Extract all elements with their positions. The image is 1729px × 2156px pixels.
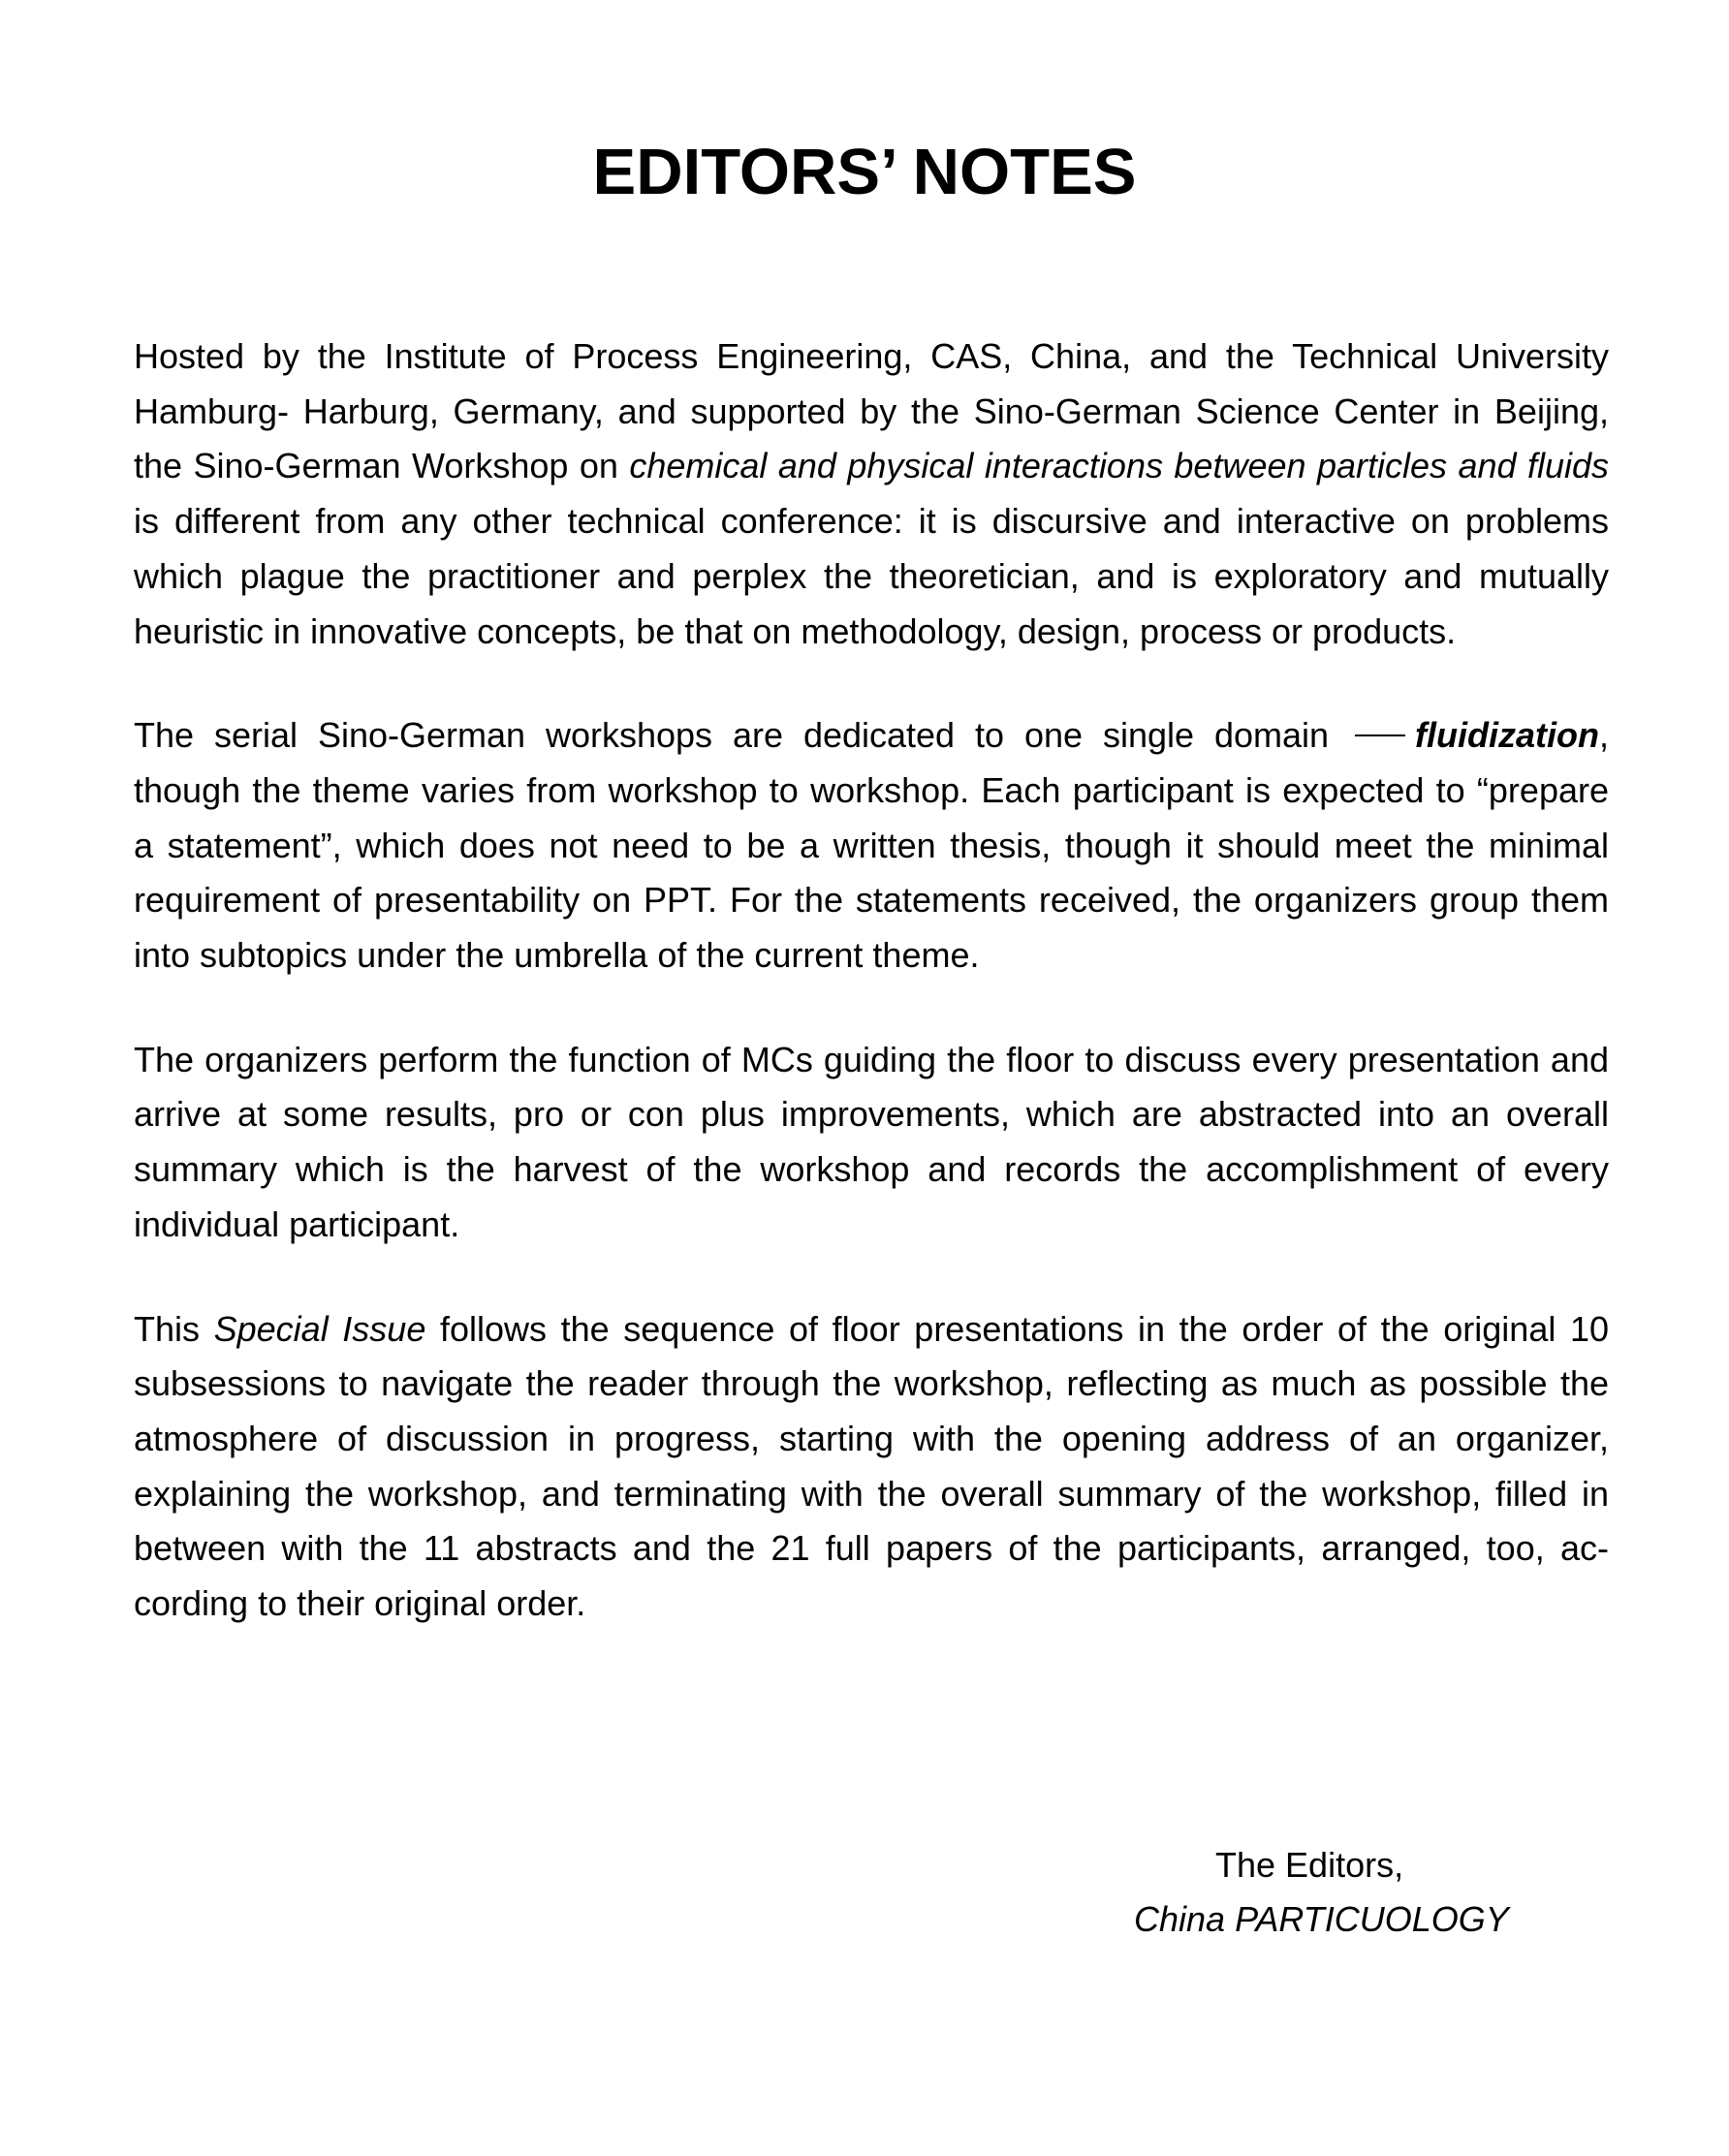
paragraph-2-text-c: , though the theme varies from workshop to workshop. Each participant is expected to “prepare a statement”, which does not need to be a written thesis, though it should meet the minimal requirement of presentability on PPT. For the statements received, the organizers group them into subtopics under the umbrella of the current theme. [134,715,1609,976]
body-text [134,329,1609,1681]
paragraph-2 [134,708,1609,984]
paragraph-1-text-a: Hosted by the Institute of Process Engineering, CAS, China, and the Technical University Hamburg- Harburg, Germany, and supported by the Sino-German Science Center in Beijing, the Sino-German Workshop on [134,336,1609,486]
paragraph-4-text-c: follows the sequence of floor presentations in the order of the original 10 subsessions to navigate the reader through the workshop, reflecting as much as possible the atmosphere of discussion in progress, starting with the opening address of an organizer, explaining the workshop, and terminating with the overall summary of the workshop, filled in between with the 11 abstracts and the 21 full papers of the participants, arranged, too, ac-cording to their original order. [134,1308,1609,1624]
signature-editors: The Editors, [1215,1845,1404,1885]
paragraph-3 [134,1033,1609,1253]
paragraph-3-text-a: The organizers perform the function of MCs guiding the floor to discuss every presentation and arrive at some results, pro or con plus improvements, which are abstracted into an overall summary which is the harvest of the workshop and records the accomplishment of every individual participant. [134,1039,1609,1244]
paragraph-4 [134,1302,1609,1632]
signature-journal: China PARTICUOLOGY [1134,1899,1509,1939]
paragraph-2-text-a: The serial Sino-German workshops are dedicated to one single domain [134,715,1350,756]
paragraph-4-text-a: This [134,1308,214,1349]
page-title: EDITORS’ NOTES [592,136,1137,208]
paragraph-2-bold-italic-term: fluidization [1415,715,1599,756]
paragraph-1 [134,329,1609,659]
em-dash [1355,734,1405,736]
paragraph-1-text-c: is different from any other technical conference: it is discursive and interactive on problems which plague the practitioner and perplex the theoretician, and is exploratory and mutually heuristic in innovative concepts, be that on methodology, design, process or products. [134,501,1609,651]
paragraph-4-italic-phrase: Special Issue [213,1308,426,1349]
signature-block [1095,1838,1619,1947]
paragraph-1-italic-phrase: chemical and physical interactions between particles and fluids [629,446,1609,486]
